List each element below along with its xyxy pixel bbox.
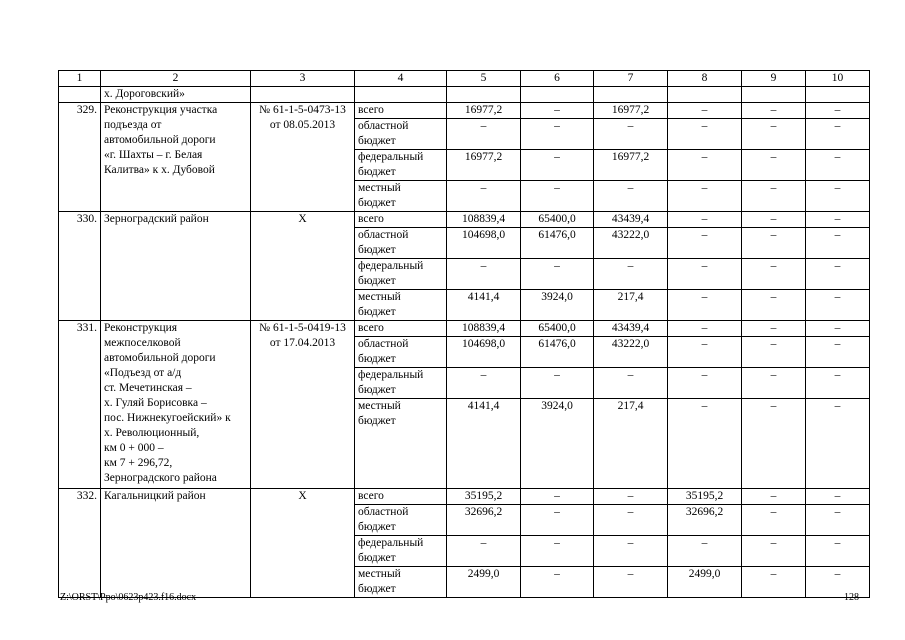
entry-name-line: Кагальницкий район [104,490,206,502]
value-cell: – [447,536,521,567]
funding-source-line: бюджет [358,306,396,318]
entry-name-line: пос. Нижнекугоейский» к [104,412,231,424]
funding-source [355,321,447,337]
entry-document [251,212,355,321]
header-cell: 5 [447,71,521,87]
funding-source-line: бюджет [358,166,396,178]
entry-number: 330. [59,212,101,321]
budget-table [58,70,870,598]
header-cell: 10 [806,71,870,87]
value-cell: – [668,536,742,567]
continuation-row [59,87,870,103]
entry-name [101,489,251,598]
value-cell: – [521,259,594,290]
value-cell: 61476,0 [521,337,594,368]
value-cell: – [806,119,870,150]
value-cell: – [594,368,668,399]
value-cell: 16977,2 [594,103,668,119]
value-cell: 16977,2 [594,150,668,181]
value-cell: – [594,505,668,536]
entry-document-line: от 17.04.2013 [269,337,336,349]
funding-source-line: бюджет [358,353,396,365]
entry-document-line: № 61-1-5-0473-13 [259,104,346,116]
funding-source-line: бюджет [358,275,396,287]
funding-source-line: областной [358,120,409,132]
value-cell: – [668,181,742,212]
value-cell: 104698,0 [447,228,521,259]
value-cell: – [806,290,870,321]
entry-name-line: Зерноградского района [104,472,217,484]
funding-source [355,259,447,290]
value-cell: – [594,181,668,212]
funding-source-line: бюджет [358,583,396,595]
funding-source-line: всего [358,213,384,225]
funding-source-line: областной [358,229,409,241]
entry-name-line: «г. Шахты – г. Белая [104,149,203,161]
value-cell: 43439,4 [594,212,668,228]
value-cell: 16977,2 [447,150,521,181]
value-cell: – [806,567,870,598]
entry-document-line: № 61-1-5-0419-13 [259,322,346,334]
value-cell: – [806,505,870,536]
value-cell: 43222,0 [594,228,668,259]
funding-source [355,290,447,321]
value-cell: – [742,212,806,228]
entry-name-line: Зерноградский район [104,213,209,225]
page-number: 128 [844,592,859,603]
entry-name-line: межпоселковой [104,337,181,349]
funding-source-line: федеральный [358,537,424,549]
footer-file-path: Z:\ORST\Ppo\0623p423.f16.docx [60,592,197,603]
funding-source [355,119,447,150]
entry-name-line: ст. Мечетинская – [104,382,192,394]
value-cell: 108839,4 [447,321,521,337]
value-cell: – [668,337,742,368]
entry-name-line: автомобильной дороги [104,352,216,364]
entry-document-line: от 08.05.2013 [269,119,336,131]
value-cell: 35195,2 [447,489,521,505]
value-cell: – [742,290,806,321]
header-cell: 3 [251,71,355,87]
value-cell: – [806,399,870,489]
entry-document [251,103,355,212]
entry-document [251,321,355,489]
value-cell: – [806,212,870,228]
value-cell: – [668,368,742,399]
funding-source-line: бюджет [358,135,396,147]
value-cell: 16977,2 [447,103,521,119]
funding-source-line: областной [358,338,409,350]
entry-name [101,212,251,321]
entry-name-line: автомобильной дороги [104,134,216,146]
entry-document-line: Х [298,490,307,502]
value-cell: – [668,399,742,489]
entry-number: 331. [59,321,101,489]
funding-source [355,368,447,399]
value-cell: – [668,321,742,337]
funding-source [355,228,447,259]
value-cell: – [521,536,594,567]
table-row [59,103,870,119]
entry-name [101,321,251,489]
value-cell: – [742,505,806,536]
entry-name-line: Реконструкция [104,322,178,334]
value-cell: – [668,212,742,228]
value-cell: – [521,567,594,598]
value-cell: – [806,321,870,337]
value-cell: – [806,489,870,505]
entry-name-line: х. Революционный, [104,427,200,439]
value-cell: – [447,368,521,399]
value-cell: – [668,119,742,150]
value-cell: – [742,567,806,598]
value-cell: – [742,228,806,259]
table-header-row [59,71,870,87]
entry-name-line: км 0 + 000 – [104,442,164,454]
value-cell: – [742,536,806,567]
value-cell: – [806,536,870,567]
funding-source [355,536,447,567]
funding-source-line: местный [358,400,401,412]
table-row [59,321,870,337]
value-cell: – [668,290,742,321]
value-cell: – [742,259,806,290]
value-cell: 2499,0 [447,567,521,598]
header-cell: 1 [59,71,101,87]
value-cell: 108839,4 [447,212,521,228]
entry-document-line: Х [298,213,307,225]
entry-name-line: км 7 + 296,72, [104,457,173,469]
entry-name-line: подъезда от [104,119,162,131]
value-cell: 217,4 [594,290,668,321]
value-cell: – [806,150,870,181]
table-body [59,71,870,598]
value-cell: – [521,368,594,399]
value-cell: – [521,119,594,150]
funding-source [355,489,447,505]
funding-source-line: местный [358,568,401,580]
header-cell: 2 [101,71,251,87]
funding-source-line: бюджет [358,197,396,209]
header-cell: 6 [521,71,594,87]
funding-source-line: бюджет [358,552,396,564]
value-cell: – [742,368,806,399]
funding-source-line: бюджет [358,415,396,427]
value-cell: – [806,103,870,119]
funding-source [355,103,447,119]
value-cell: 43222,0 [594,337,668,368]
entry-number: 329. [59,103,101,212]
funding-source [355,150,447,181]
value-cell: – [594,259,668,290]
value-cell: 43439,4 [594,321,668,337]
value-cell: – [742,399,806,489]
value-cell: 32696,2 [668,505,742,536]
entry-name-line: Калитва» к х. Дубовой [104,164,215,176]
value-cell: – [668,259,742,290]
value-cell: – [447,259,521,290]
entry-number: 332. [59,489,101,598]
funding-source-line: бюджет [358,244,396,256]
funding-source-line: бюджет [358,521,396,533]
funding-source [355,337,447,368]
funding-source-line: местный [358,182,401,194]
value-cell: – [742,337,806,368]
value-cell: – [447,181,521,212]
value-cell: – [521,505,594,536]
value-cell: 3924,0 [521,399,594,489]
value-cell: – [668,103,742,119]
funding-source [355,212,447,228]
funding-source-line: местный [358,291,401,303]
value-cell: 104698,0 [447,337,521,368]
entry-document [251,489,355,598]
value-cell: 65400,0 [521,321,594,337]
value-cell: – [447,119,521,150]
value-cell: – [742,489,806,505]
value-cell: – [742,119,806,150]
header-cell: 7 [594,71,668,87]
funding-source [355,181,447,212]
value-cell: – [742,103,806,119]
header-cell: 8 [668,71,742,87]
value-cell: 32696,2 [447,505,521,536]
funding-source-line: федеральный [358,151,424,163]
value-cell: – [521,489,594,505]
value-cell: – [742,181,806,212]
value-cell: – [742,150,806,181]
entry-name [101,103,251,212]
funding-source-line: федеральный [358,260,424,272]
value-cell: – [668,150,742,181]
entry-name-line: «Подъезд от а/д [104,367,182,379]
table-row [59,489,870,505]
value-cell: – [668,228,742,259]
value-cell: – [594,536,668,567]
value-cell: – [594,567,668,598]
funding-source [355,505,447,536]
value-cell: – [594,489,668,505]
value-cell: 65400,0 [521,212,594,228]
header-cell: 9 [742,71,806,87]
value-cell: – [742,321,806,337]
value-cell: – [521,150,594,181]
value-cell: – [806,337,870,368]
value-cell: 217,4 [594,399,668,489]
value-cell: 2499,0 [668,567,742,598]
funding-source [355,567,447,598]
entry-name-line: х. Гуляй Борисовка – [104,397,207,409]
funding-source-line: федеральный [358,369,424,381]
value-cell: 3924,0 [521,290,594,321]
value-cell: 35195,2 [668,489,742,505]
value-cell: 4141,4 [447,399,521,489]
continuation-text: х. Дороговский» [101,87,251,103]
value-cell: 4141,4 [447,290,521,321]
entry-name-line: Реконструкция участка [104,104,218,116]
funding-source-line: бюджет [358,384,396,396]
value-cell: – [594,119,668,150]
funding-source-line: всего [358,104,384,116]
value-cell: – [806,259,870,290]
value-cell: – [806,181,870,212]
value-cell: – [806,228,870,259]
funding-source-line: областной [358,506,409,518]
table-row [59,212,870,228]
funding-source [355,399,447,489]
value-cell: 61476,0 [521,228,594,259]
value-cell: – [521,103,594,119]
value-cell: – [521,181,594,212]
header-cell: 4 [355,71,447,87]
funding-source-line: всего [358,490,384,502]
value-cell: – [806,368,870,399]
funding-source-line: всего [358,322,384,334]
